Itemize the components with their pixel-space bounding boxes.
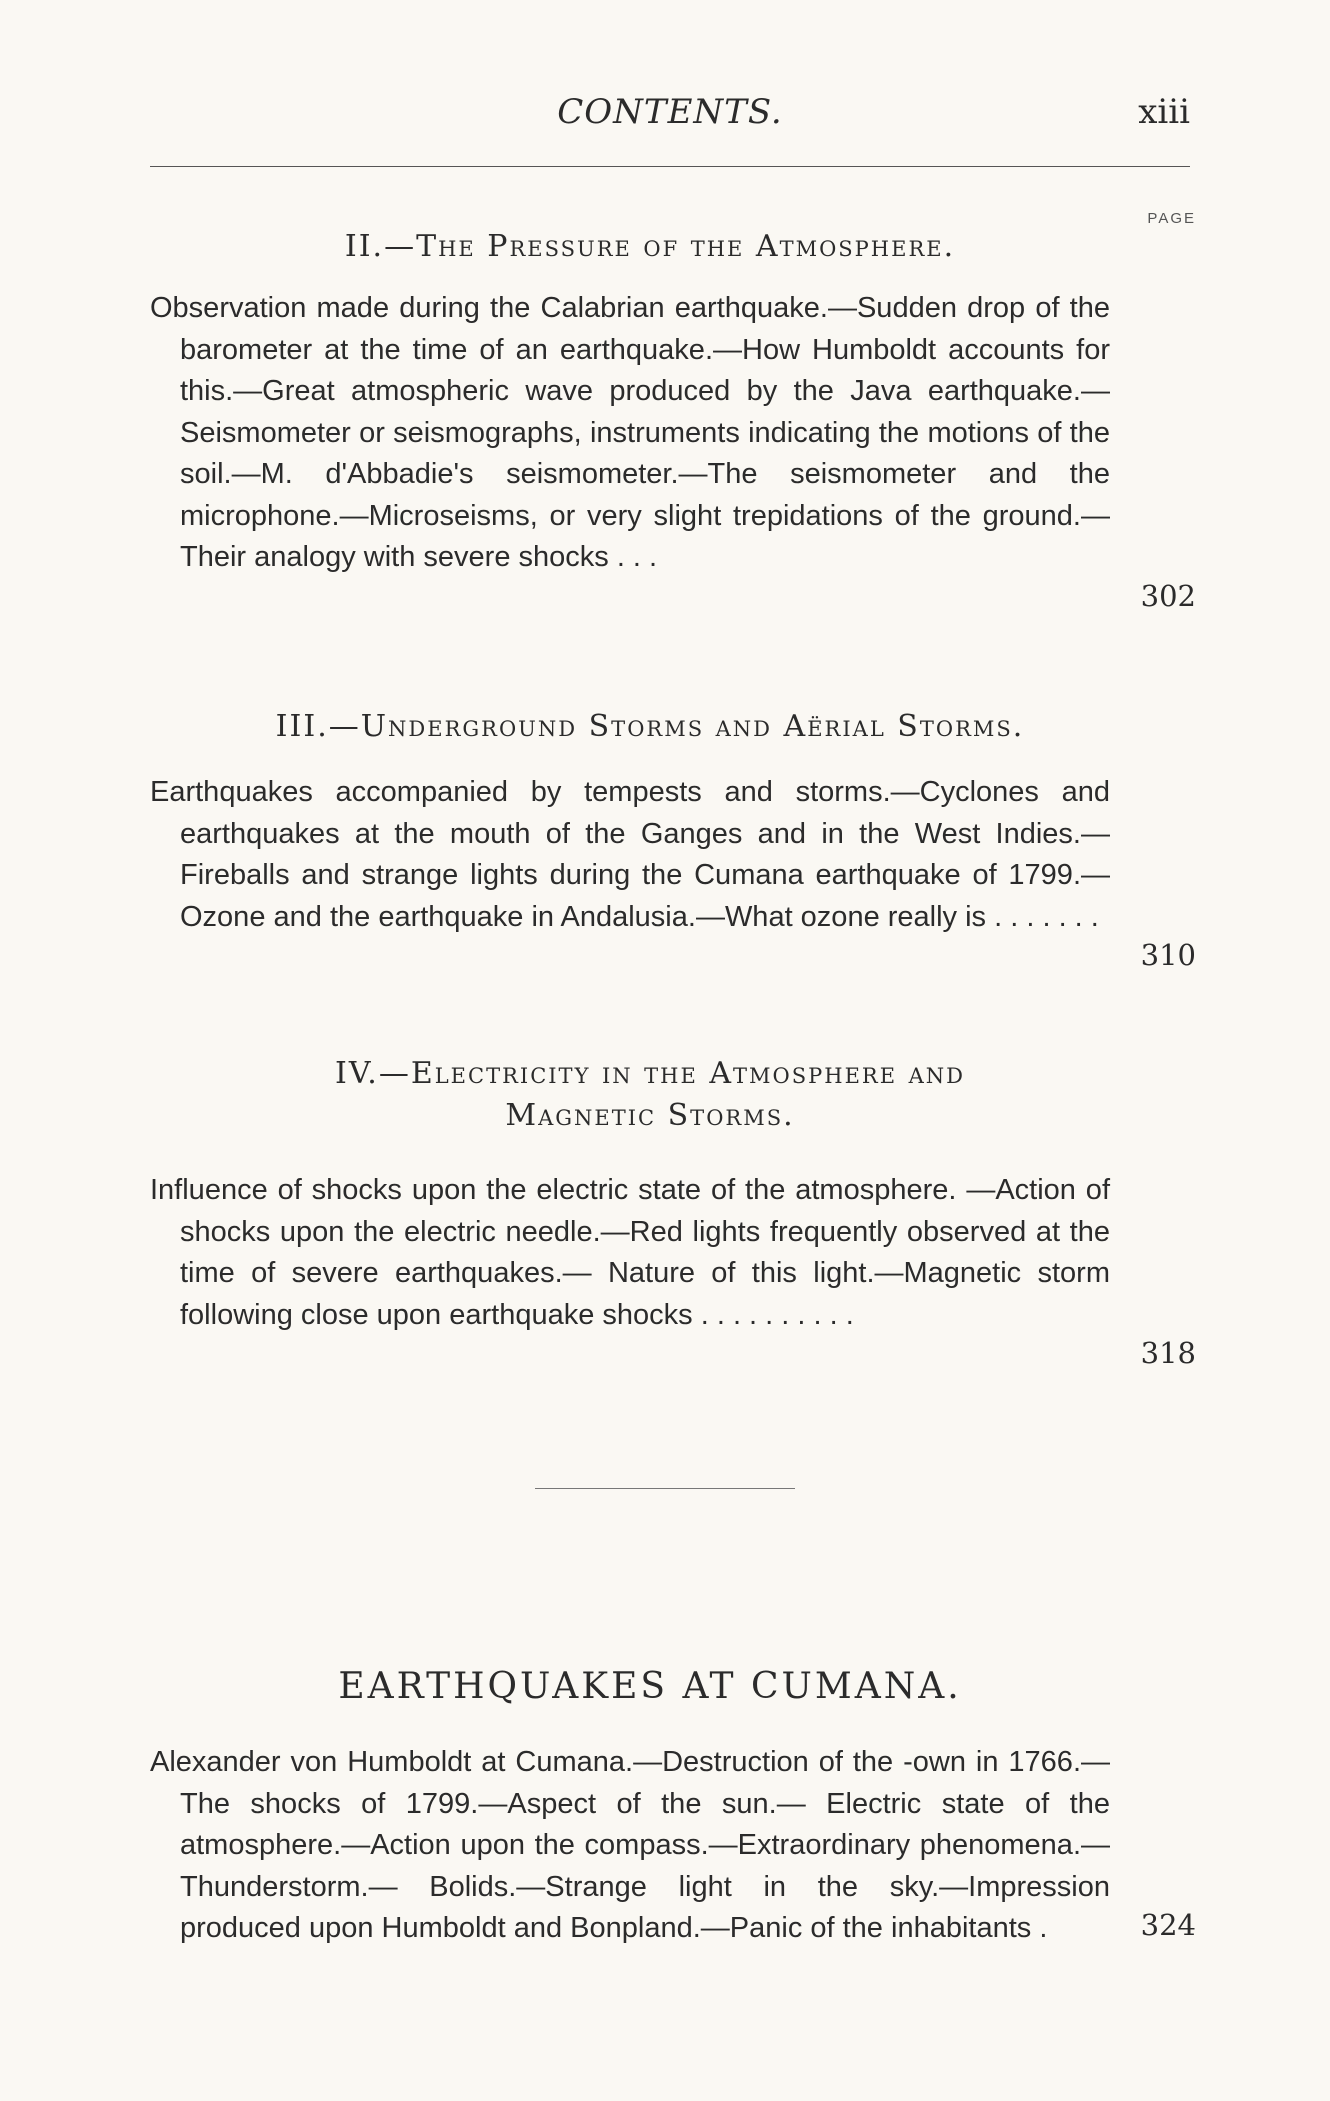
running-head (150, 92, 1190, 142)
page-folio: xiii (1138, 92, 1190, 132)
chapter-entry: Alexander von Humboldt at Cumana.—Destruction of the -own in 1766.—The shocks of 1799.—Aspect of the sun.— Electric state of the atmosphere.—Action upon the compass.—Extraordinary phenomena.—Thunderstorm.— Bolids.—Strange light in the sky.—Impression produced upon Humboldt and Bonpland.—Panic of the inhabitants . (150, 1746, 1110, 1944)
section-entry-iii: Earthquakes accompanied by tempests and storms.—Cyclones and earthquakes at the mouth of the Ganges and in the West Indies.—Fireballs and strange lights during the Cumana earthquake of 1799.—Ozone and the earthquake in Andalusia.—What ozone really is . . . . . . . (150, 776, 1110, 933)
section-entry-ii: Observation made during the Calabrian earthquake.—Sudden drop of the barometer at the time of an earthquake.—How Humboldt accounts for this.—Great atmospheric wave produced by the Java earthquake.—Seismometer or seismographs, instruments indicating the motions of the soil.—M. d'Abbadie's seismometer.—The seismometer and the microphone.—Microseisms, or very slight trepidations of the ground.—Their analogy with severe shocks . . . (150, 292, 1110, 573)
section-heading-iii: III.—Underground Storms and Aërial Storms. (275, 709, 1025, 744)
page-ref-iii: 310 (1140, 938, 1196, 972)
page-ref-chapter: 324 (1140, 1908, 1196, 1942)
section-entry-iv: Influence of shocks upon the electric state of the atmosphere. —Action of shocks upon the electric needle.—Red lights frequently observed at the time of severe earthquakes.— Nature of this light.—Magnetic storm following close upon earthquake shocks . . . . . . . . . . (150, 1174, 1110, 1331)
chapter-title: EARTHQUAKES AT CUMANA. (338, 1666, 962, 1707)
page-column-label: PAGE (1147, 210, 1196, 227)
section-heading-iv-line1: IV.—Electricity in the Atmosphere and (335, 1056, 965, 1091)
header-rule (150, 166, 1190, 167)
page-ref-iv: 318 (1140, 1336, 1196, 1370)
section-heading-ii: II.—The Pressure of the Atmosphere. (344, 229, 956, 264)
section-heading-iv-line2: Magnetic Storms. (505, 1098, 795, 1133)
section-divider (535, 1488, 795, 1489)
running-title: CONTENTS. (557, 92, 783, 132)
page-ref-ii: 302 (1140, 579, 1196, 613)
